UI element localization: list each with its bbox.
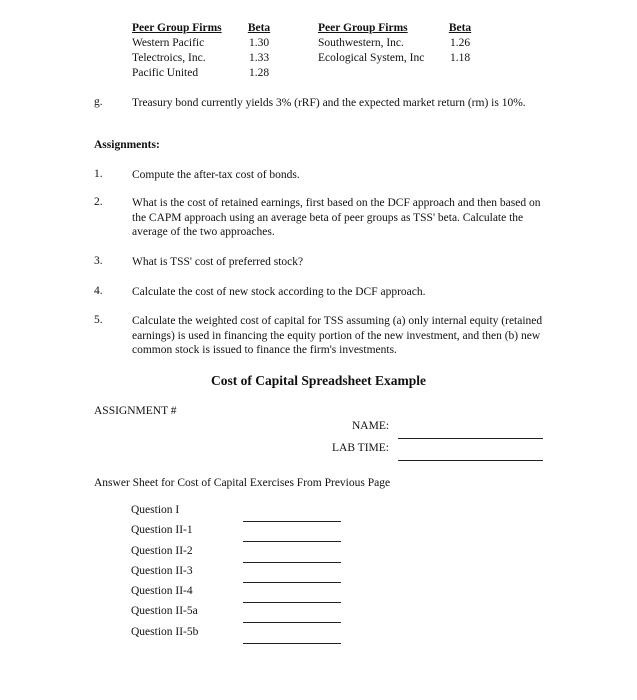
peer-right-header-beta: Beta — [448, 22, 472, 34]
name-answer-line[interactable] — [398, 438, 543, 439]
answer-sheet-title: Answer Sheet for Cost of Capital Exercises From Previous Page — [94, 477, 391, 489]
question-label: Question I — [131, 504, 180, 516]
peer-right-beta: 1.26 — [449, 37, 471, 49]
item-g-text: Treasury bond currently yields 3% (rRF) and the expected market return (rm) is 10%. — [132, 97, 526, 109]
item-g-marker: g. — [94, 96, 103, 108]
peer-right-header-firms: Peer Group Firms — [318, 22, 408, 34]
question-label: Question II-1 — [131, 524, 193, 536]
question-label: Question II-5a — [131, 605, 198, 617]
assignment-text: Calculate the weighted cost of capital for TSS assuming (a) only internal equity (retained earnings) is used in financing the equity portion of the new investment, and then (b) new common stock is issued to finance the firm's investments. — [132, 315, 543, 356]
peer-left-beta: 1.28 — [248, 67, 270, 79]
peer-right-beta: 1.18 — [449, 52, 471, 64]
peer-left-header-beta: Beta — [247, 22, 271, 34]
assignment-number: 5. — [94, 314, 103, 326]
assignments-heading: Assignments: — [94, 139, 160, 151]
question-answer-line[interactable] — [243, 521, 341, 522]
question-answer-line[interactable] — [243, 541, 341, 542]
peer-left-header-firms: Peer Group Firms — [132, 22, 222, 34]
lab-time-answer-line[interactable] — [398, 460, 543, 461]
peer-group-table-left — [132, 21, 274, 81]
peer-left-beta: 1.30 — [248, 37, 270, 49]
peer-right-firm: Southwestern, Inc. — [318, 37, 404, 49]
peer-left-firm: Pacific United — [132, 67, 199, 79]
question-answer-line[interactable] — [243, 602, 341, 603]
spreadsheet-title: Cost of Capital Spreadsheet Example — [210, 373, 426, 388]
assignment-text: What is TSS' cost of preferred stock? — [132, 256, 304, 268]
assignment-number-label: ASSIGNMENT # — [94, 405, 177, 417]
lab-time-label: LAB TIME: — [332, 442, 389, 454]
name-label: NAME: — [352, 420, 390, 432]
question-label: Question II-3 — [131, 565, 193, 577]
assignment-text: Calculate the cost of new stock according to the DCF approach. — [132, 286, 426, 298]
question-answer-line[interactable] — [243, 643, 341, 644]
question-answer-line[interactable] — [243, 582, 341, 583]
peer-right-firm: Ecological System, Inc — [318, 52, 425, 64]
question-label: Question II-2 — [131, 545, 193, 557]
question-label: Question II-5b — [131, 626, 199, 638]
question-answer-line[interactable] — [243, 622, 341, 623]
peer-group-table-right — [318, 21, 474, 66]
question-label: Question II-4 — [131, 585, 193, 597]
assignment-text: Compute the after-tax cost of bonds. — [132, 169, 300, 181]
peer-left-beta: 1.33 — [248, 52, 270, 64]
assignment-number: 3. — [94, 255, 103, 267]
assignment-number: 4. — [94, 285, 103, 297]
peer-left-firm: Western Pacific — [132, 37, 205, 49]
peer-left-firm: Telectroics, Inc. — [132, 52, 206, 64]
question-answer-line[interactable] — [243, 562, 341, 563]
assignment-number: 2. — [94, 196, 103, 208]
assignment-text: What is the cost of retained earnings, first based on the DCF approach and then based on the CAPM approach using an average beta of peer groups as TSS' beta. Calculate the average of the two approaches. — [132, 197, 541, 238]
assignment-number: 1. — [94, 168, 103, 180]
